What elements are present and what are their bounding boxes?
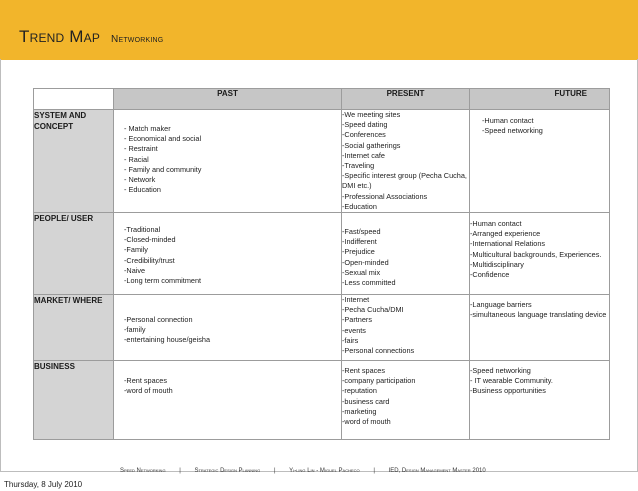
list-item: -Business opportunities (470, 386, 546, 396)
footer-separator: | (273, 468, 276, 474)
title-sub: Networking (111, 34, 164, 45)
list-item: -International Relations (470, 239, 546, 249)
cell-past (114, 361, 342, 440)
list-item: -Traveling (342, 161, 375, 171)
list-item: -Speed networking (470, 366, 531, 376)
list-item: - Restraint (124, 144, 158, 154)
list-item: -Internet cafe (342, 150, 385, 160)
list-item: -Fast/speed (342, 227, 381, 237)
row-label: MARKET/ WHERE (34, 295, 114, 361)
cell-future (470, 110, 610, 213)
list-item: -Speed networking (482, 126, 543, 136)
cell-present (342, 295, 470, 361)
table-row (34, 213, 610, 295)
table-row (34, 361, 610, 440)
footer-separator: | (373, 468, 375, 474)
list-item: -marketing (342, 406, 377, 416)
list-item: -fairs (342, 335, 359, 345)
list-item: -Traditional (124, 225, 161, 235)
list-item: - Education (124, 185, 161, 195)
list-item: -Naive (124, 265, 146, 275)
cell-present (342, 213, 470, 295)
list-item: -Sexual mix (342, 267, 381, 277)
list-item: -We meeting sites (342, 110, 401, 119)
list-item: -business card (342, 396, 390, 406)
footer-course: Strategic Design Planning (194, 468, 261, 474)
list-item: -Family (124, 245, 148, 255)
footer-program: IED, Design Management Master 2010 (388, 468, 486, 474)
list-item: - Network (124, 175, 156, 185)
footer-authors: Yi-ling Lin - Miguel Pacheco (289, 468, 360, 474)
cell-past (114, 295, 342, 361)
table-row (34, 295, 610, 361)
trend-table (33, 88, 610, 440)
cell-future (470, 213, 610, 295)
list-item: -Multicultural backgrounds, Experiences. (470, 249, 602, 259)
list-item: -reputation (342, 386, 377, 396)
list-item: -Professional Associations (342, 191, 428, 201)
cell-present (342, 361, 470, 440)
list-item: - Match maker (124, 124, 171, 133)
list-item: -Social gatherings (342, 140, 401, 150)
list-item: -Open-minded (342, 257, 389, 267)
list-item: -Pecha Cucha/DMI (342, 305, 404, 315)
list-item: -family (124, 325, 146, 335)
list-item: -events (342, 325, 366, 335)
list-item: - Family and community (124, 164, 202, 174)
list-item: -Arranged experience (470, 229, 541, 239)
cell-future (470, 295, 610, 361)
list-item: -Personal connections (342, 346, 415, 356)
footer-topic: Speed Networking (120, 468, 166, 474)
list-item: - Economical and social (124, 134, 202, 144)
list-item: -Closed-minded (124, 235, 176, 245)
list-item: -Language barriers (470, 300, 532, 310)
cell-past (114, 213, 342, 295)
list-item: -Prejudice (342, 247, 375, 257)
header-blank (34, 89, 114, 110)
list-item: -Education (342, 201, 377, 211)
header-row (34, 89, 610, 110)
list-item: -Speed dating (342, 120, 388, 130)
list-item: -Rent spaces (124, 376, 167, 386)
row-label: SYSTEM AND CONCEPT (34, 110, 114, 213)
list-item: -Personal connection (124, 315, 193, 325)
list-item: -entertaining house/geisha (124, 335, 211, 345)
list-item: -Confidence (470, 270, 510, 280)
list-item: -Multidisciplinary (470, 259, 524, 269)
row-label: PEOPLE/ USER (34, 213, 114, 295)
list-item: -simultaneous language translating device (470, 310, 607, 320)
list-item: -Partners (342, 315, 373, 325)
list-item: - IT wearable Community. (470, 376, 553, 386)
list-item: -word of mouth (124, 386, 173, 396)
list-item: -Conferences (342, 130, 386, 140)
list-item: -Rent spaces (342, 366, 385, 376)
list-item: -Less committed (342, 278, 396, 288)
cell-past (114, 110, 342, 213)
slide-date: Thursday, 8 July 2010 (4, 480, 83, 489)
list-item: -word of mouth (342, 417, 391, 427)
header-past: PAST (114, 89, 342, 110)
list-item: - Racial (124, 154, 149, 164)
list-item: -company participation (342, 376, 416, 386)
slide-title (19, 27, 163, 47)
row-label: BUSINESS (34, 361, 114, 440)
footer-separator: | (179, 468, 181, 474)
list-item: -Specific interest group (Pecha Cucha, DMI etc.) (342, 171, 467, 191)
cell-future (470, 361, 610, 440)
list-item: -Indifferent (342, 237, 377, 247)
header-future: FUTURE (470, 89, 610, 110)
footer (120, 468, 486, 474)
title-bar (0, 0, 638, 60)
list-item: -Human contact (482, 116, 534, 125)
list-item: -Long term commitment (124, 276, 202, 286)
list-item: -Human contact (470, 219, 522, 229)
list-item: -Credibility/trust (124, 255, 175, 265)
table-row (34, 110, 610, 213)
list-item: -Internet (342, 295, 370, 305)
cell-present (342, 110, 470, 213)
title-main: Trend Map (19, 27, 101, 46)
header-present: PRESENT (342, 89, 470, 110)
